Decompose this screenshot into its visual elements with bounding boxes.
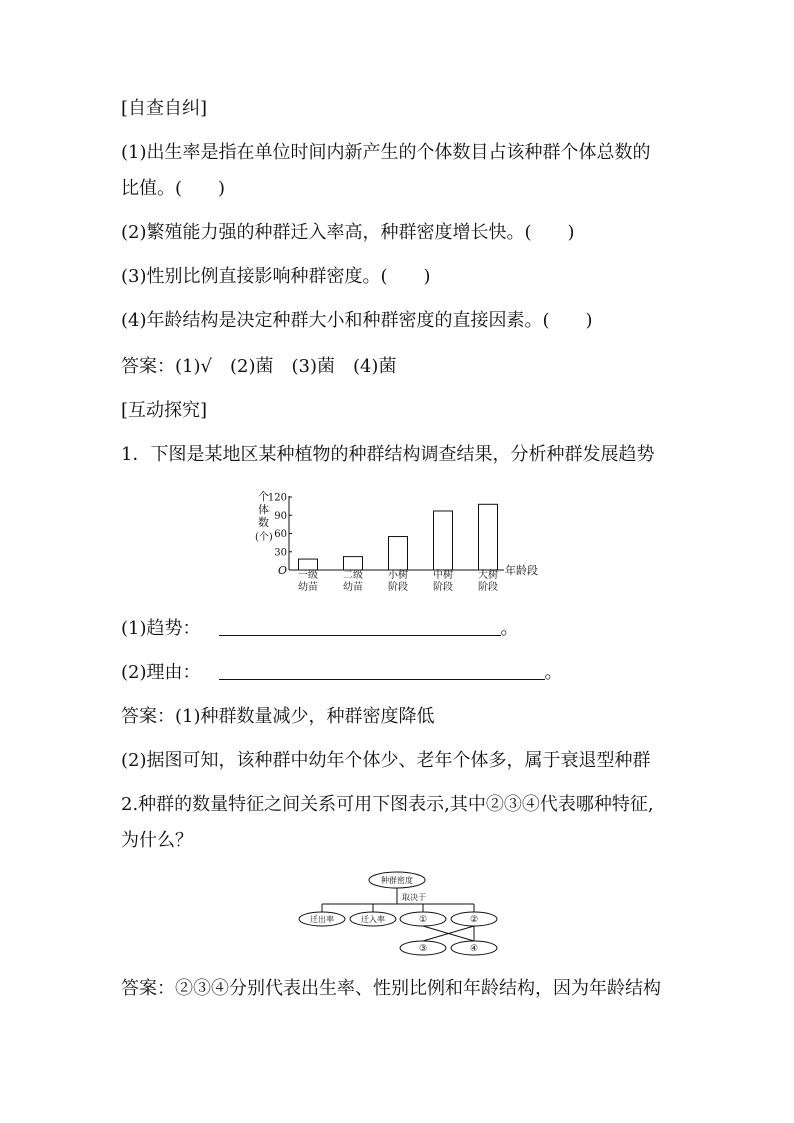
- reason-blank[interactable]: [219, 663, 545, 680]
- answer-2: 答案：②③④分别代表出生率、性别比例和年龄结构，因为年龄结构: [121, 978, 661, 999]
- inquiry-question-2-line-1: 2.种群的数量特征之间关系可用下图表示,其中②③④代表哪种特征,: [121, 794, 654, 815]
- trend-period: 。: [500, 618, 519, 639]
- node-2-label: ②: [469, 915, 479, 925]
- inquiry-heading: [互动探究]: [121, 400, 208, 421]
- y-tick-label: 60: [274, 529, 287, 540]
- bar: [479, 504, 498, 570]
- question-1-line-1: (1)出生率是指在单位时间内新产生的个体数目占该种群个体总数的: [121, 142, 651, 163]
- question-4: (4)年龄结构是决定种群大小和种群密度的直接因素。( ): [121, 310, 593, 331]
- trend-line: [121, 618, 519, 640]
- y-tick-label: 30: [274, 547, 287, 559]
- x-category-label: 幼苗: [343, 582, 363, 593]
- question-3: (3)性别比例直接影响种群密度。( ): [121, 266, 431, 287]
- immigration-rate-label: 迁入率: [361, 915, 385, 924]
- age-structure-bar-chart: [252, 488, 552, 598]
- population-feature-diagram: [294, 870, 504, 958]
- y-tick-label: 120: [267, 492, 287, 504]
- x-category-label: 中树: [433, 570, 453, 581]
- x-category-label: 小树: [388, 570, 408, 581]
- answer-1-line-2: (2)据图可知，该种群中幼年个体少、老年个体多，属于衰退型种群: [121, 750, 651, 771]
- emigration-rate-label: 迁出率: [310, 915, 334, 924]
- reason-line: [121, 662, 563, 684]
- bar: [344, 557, 363, 570]
- trend-blank[interactable]: [219, 619, 501, 636]
- self-check-heading: [自查自纠]: [121, 98, 208, 119]
- reason-label: (2)理由：: [121, 662, 201, 683]
- reason-period: 。: [544, 662, 563, 683]
- y-tick-label: 90: [274, 510, 287, 522]
- self-check-answer: 答案：(1)√ (2)菌 (3)菌 (4)菌: [121, 356, 397, 377]
- x-category-label: 阶段: [388, 582, 408, 593]
- question-1-line-2: 比值。( ): [121, 178, 226, 199]
- node-4-label: ④: [469, 944, 479, 954]
- inquiry-question-2-line-2: 为什么？: [121, 830, 193, 851]
- x-category-label: 阶段: [478, 582, 498, 593]
- x-category-label: 幼苗: [298, 582, 318, 593]
- y-axis-label-char: 数: [258, 516, 269, 529]
- population-density-label: 种群密度: [381, 876, 413, 885]
- y-axis-label-char: (个): [255, 532, 273, 543]
- x-category-label: 一级: [298, 570, 318, 581]
- bar: [389, 537, 408, 570]
- x-category-label: 阶段: [433, 582, 453, 593]
- y-axis-label-char: 个: [258, 490, 269, 503]
- x-axis-label: 年龄段: [505, 564, 538, 577]
- trend-label: (1)趋势：: [121, 618, 201, 639]
- bar: [299, 559, 318, 570]
- origin-label: O: [278, 564, 288, 577]
- x-category-label: 二级: [343, 570, 363, 581]
- y-axis-label-char: 体: [258, 503, 269, 516]
- depends-on-label: 取决于: [402, 893, 426, 902]
- question-2: (2)繁殖能力强的种群迁入率高，种群密度增长快。( ): [121, 222, 575, 243]
- x-category-label: 大树: [478, 570, 498, 581]
- node-1-label: ①: [418, 915, 428, 925]
- bar: [434, 511, 453, 570]
- inquiry-question-1: 1．下图是某地区某种植物的种群结构调查结果，分析种群发展趋势: [121, 444, 655, 465]
- answer-1-line-1: 答案：(1)种群数量减少，种群密度降低: [121, 706, 435, 727]
- node-3-label: ③: [418, 944, 428, 954]
